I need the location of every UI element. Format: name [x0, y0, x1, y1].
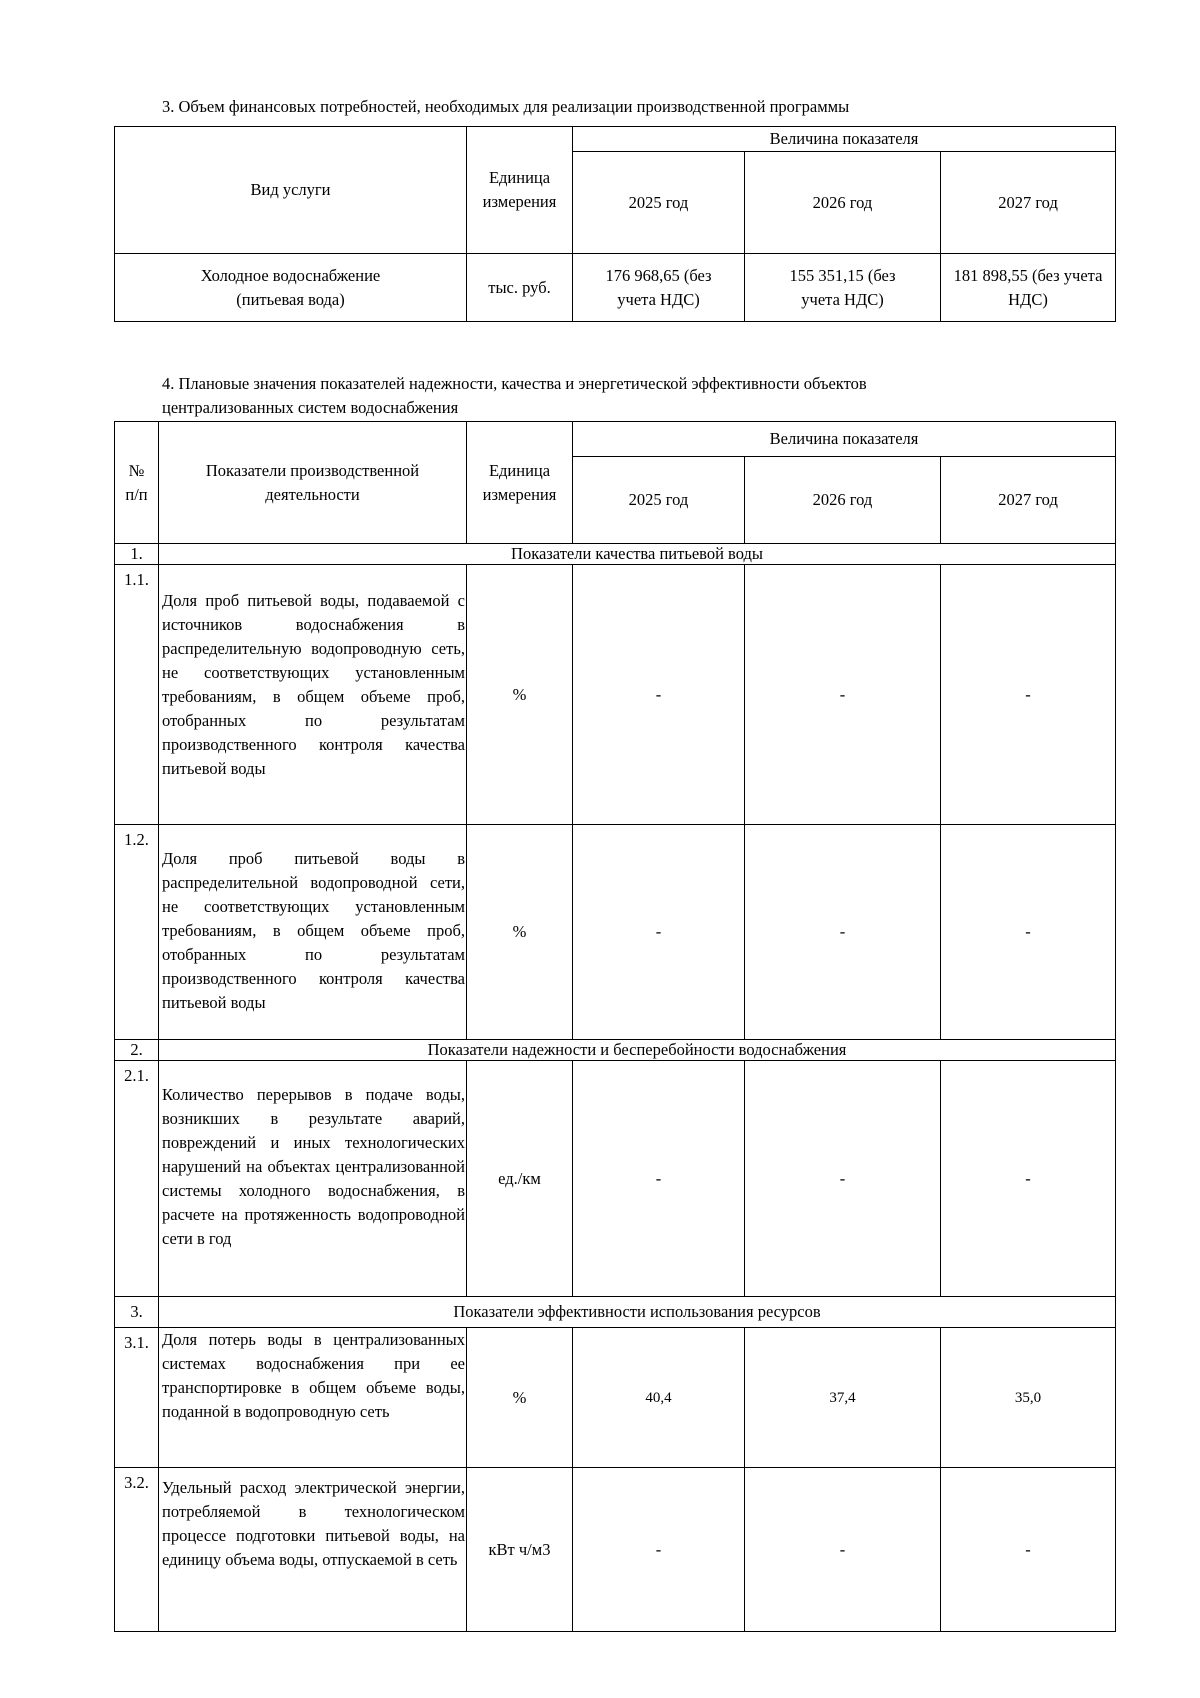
unit-cell: ед./км — [467, 1061, 573, 1297]
section-title: Показатели надежности и бесперебойности водоснабжения — [159, 1040, 1116, 1061]
indicator-description: Доля проб питьевой воды в распределительной водопроводной сети, не соответствующих установленным требованиям, в общем объеме проб, отобранных по результатам производственного контроля качества питьевой воды — [159, 825, 467, 1040]
value-cell: 181 898,55 (без учета НДС) — [941, 254, 1116, 322]
header-indicator: Показатели производственной деятельности — [159, 422, 467, 544]
value-cell: - — [745, 825, 941, 1040]
value-cell: - — [573, 1468, 745, 1632]
indicators-table — [114, 421, 1116, 1632]
section-number: 2. — [115, 1040, 159, 1061]
value-cell: - — [745, 1061, 941, 1297]
section-row — [115, 544, 1116, 565]
header-unit: Единица измерения — [467, 127, 573, 254]
financial-needs-table — [114, 126, 1116, 322]
value-cell: - — [941, 1468, 1116, 1632]
header-unit: Единица измерения — [467, 422, 573, 544]
header-value-group: Величина показателя — [573, 422, 1116, 457]
header-year: 2026 год — [745, 152, 941, 254]
unit-cell: кВт ч/м3 — [467, 1468, 573, 1632]
header-year: 2027 год — [941, 457, 1116, 544]
row-number: 2.1. — [115, 1061, 159, 1297]
service-cell: Холодное водоснабжение (питьевая вода) — [115, 254, 467, 322]
header-year: 2026 год — [745, 457, 941, 544]
unit-cell: % — [467, 1328, 573, 1468]
header-year: 2025 год — [573, 457, 745, 544]
section-row — [115, 1297, 1116, 1328]
unit-cell: % — [467, 565, 573, 825]
unit-cell: % — [467, 825, 573, 1040]
value-cell: 37,4 — [745, 1328, 941, 1468]
row-number: 1.1. — [115, 565, 159, 825]
value-cell: - — [573, 1061, 745, 1297]
row-number: 3.2. — [115, 1468, 159, 1632]
section-title: Показатели эффективности использования ресурсов — [159, 1297, 1116, 1328]
row-number: 3.1. — [115, 1328, 159, 1468]
section-4-heading — [162, 372, 867, 420]
indicator-description: Удельный расход электрической энергии, потребляемой в технологическом процессе подготовки питьевой воды, на единицу объема воды, отпускаемой в сеть — [159, 1468, 467, 1632]
value-cell: - — [573, 565, 745, 825]
section-4-heading-line: 4. Плановые значения показателей надежности, качества и энергетической эффективности объектов — [162, 374, 867, 393]
value-cell: - — [941, 825, 1116, 1040]
section-4-heading-line: централизованных систем водоснабжения — [162, 398, 459, 417]
section-number: 1. — [115, 544, 159, 565]
section-number: 3. — [115, 1297, 159, 1328]
table-row — [115, 825, 1116, 1040]
table-row — [115, 565, 1116, 825]
row-number: 1.2. — [115, 825, 159, 1040]
indicator-description: Доля потерь воды в централизованных системах водоснабжения при ее транспортировке в общем объеме воды, поданной в водопроводную сеть — [159, 1328, 467, 1468]
header-service-type: Вид услуги — [115, 127, 467, 254]
value-cell: 155 351,15 (без учета НДС) — [745, 254, 941, 322]
header-year: 2025 год — [573, 152, 745, 254]
header-value-group: Величина показателя — [573, 127, 1116, 152]
table-row — [115, 1468, 1116, 1632]
table-header-row — [115, 422, 1116, 457]
section-title: Показатели качества питьевой воды — [159, 544, 1116, 565]
header-number: № п/п — [115, 422, 159, 544]
section-row — [115, 1040, 1116, 1061]
value-cell: 176 968,65 (без учета НДС) — [573, 254, 745, 322]
unit-cell: тыс. руб. — [467, 254, 573, 322]
value-cell: - — [745, 565, 941, 825]
value-cell: - — [941, 565, 1116, 825]
value-cell: - — [941, 1061, 1116, 1297]
indicator-description: Доля проб питьевой воды, подаваемой с источников водоснабжения в распределительную водопроводную сеть, не соответствующих установленным требованиям, в общем объеме проб, отобранных по результатам производственного контроля качества питьевой воды — [159, 565, 467, 825]
value-cell: - — [573, 825, 745, 1040]
value-cell: 35,0 — [941, 1328, 1116, 1468]
header-year: 2027 год — [941, 152, 1116, 254]
section-3-heading: 3. Объем финансовых потребностей, необходимых для реализации производственной программы — [162, 97, 850, 116]
table-header-row — [115, 127, 1116, 152]
value-cell: - — [745, 1468, 941, 1632]
table-row — [115, 1061, 1116, 1297]
value-cell: 40,4 — [573, 1328, 745, 1468]
indicator-description: Количество перерывов в подаче воды, возникших в результате аварий, повреждений и иных технологических нарушений на объектах централизованной системы холодного водоснабжения, в расчете на протяженность водопроводной сети в год — [159, 1061, 467, 1297]
table-row — [115, 1328, 1116, 1468]
table-row — [115, 254, 1116, 322]
